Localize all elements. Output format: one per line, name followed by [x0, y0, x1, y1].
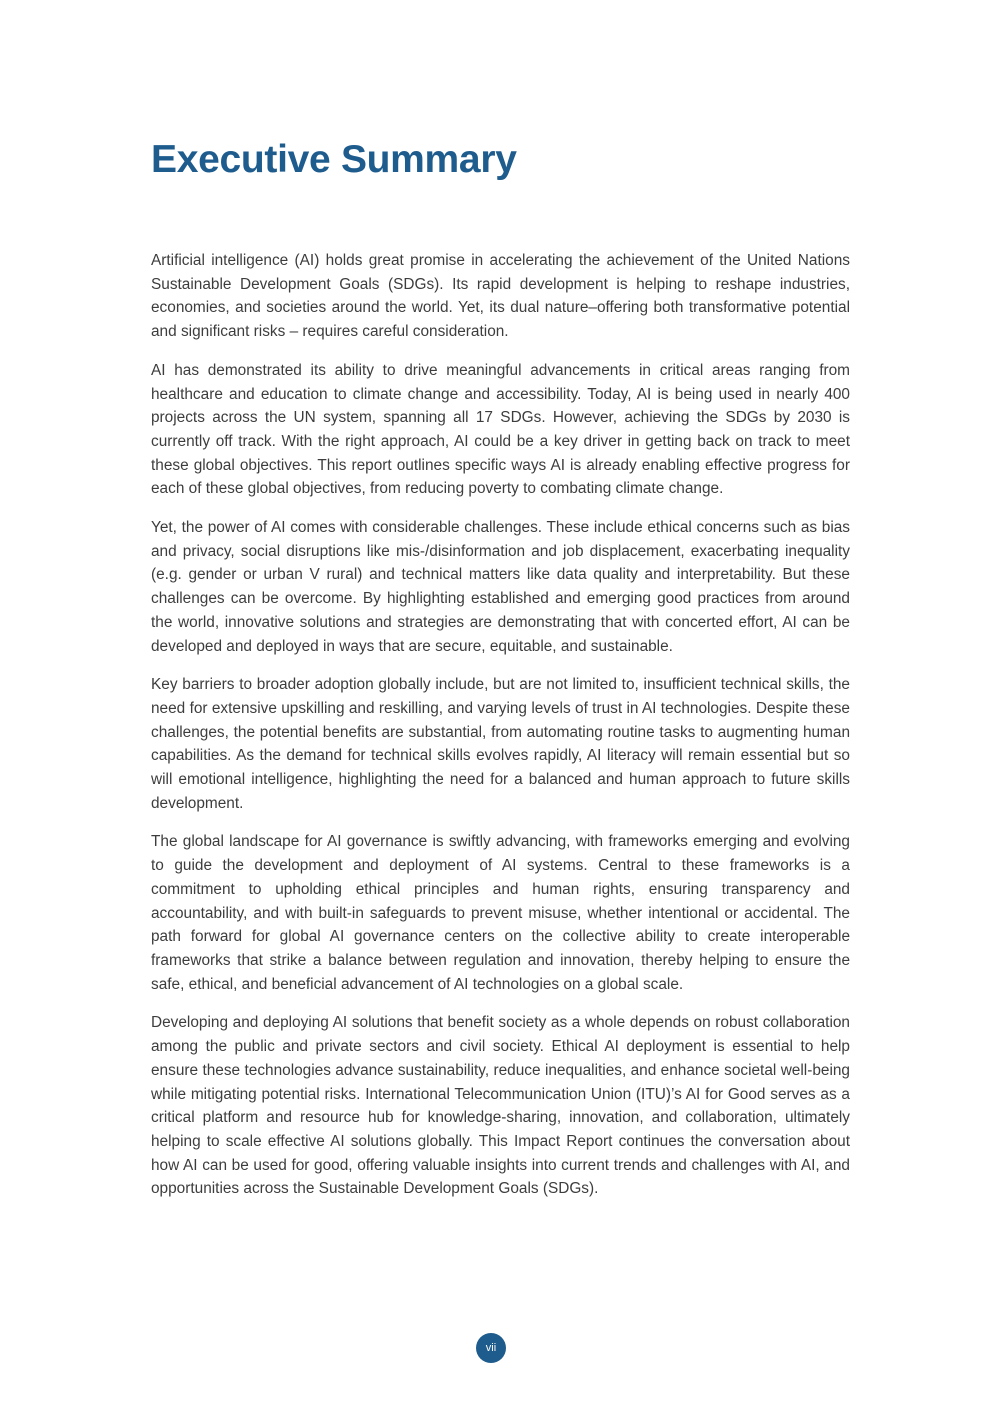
- paragraph: The global landscape for AI governance is swiftly advancing, with frameworks emerging and evolving to guide the development and deployment of AI systems. Central to these frameworks is a commitment to upholding ethical principles and human rights, ensuring transparency and accountability, and with built-in safeguards to prevent misuse, whether intentional or accidental. The path forward for global AI governance centers on the collective ability to create interoperable frameworks that strike a balance between regulation and innovation, thereby helping to ensure the safe, ethical, and beneficial advancement of AI technologies on a global scale.: [151, 833, 850, 993]
- paragraph: Yet, the power of AI comes with considerable challenges. These include ethical concerns such as bias and privacy, social disruptions like mis-/disinformation and job displacement, exacerbating inequality (e.g. gender or urban V rural) and technical matters like data quality and interpretability. But these challenges can be overcome. By highlighting established and emerging good practices from around the world, innovative solutions and strategies are demonstrating that with concerted effort, AI can be developed and deployed in ways that are secure, equitable, and sustainable.: [151, 519, 850, 655]
- paragraph: Artificial intelligence (AI) holds great promise in accelerating the achievement of the United Nations Sustainable Development Goals (SDGs). Its rapid development is helping to reshape industries, economies, and societies around the world. Yet, its dual nature–offering both transformative potential and significant risks – requires careful consideration.: [151, 252, 850, 341]
- page-number-badge: vii: [476, 1333, 506, 1363]
- body-text: [151, 249, 850, 1216]
- paragraph: Key barriers to broader adoption globally include, but are not limited to, insufficient technical skills, the need for extensive upskilling and reskilling, and varying levels of trust in AI technologies. Despite these challenges, the potential benefits are substantial, from automating routine tasks to augmenting human capabilities. As the demand for technical skills evolves rapidly, AI literacy will remain essential but so will emotional intelligence, highlighting the need for a balanced and human approach to future skills development.: [151, 676, 850, 812]
- page-title: Executive Summary: [151, 138, 517, 181]
- paragraph: Developing and deploying AI solutions that benefit society as a whole depends on robust collaboration among the public and private sectors and civil society. Ethical AI deployment is essential to help ensure these technologies advance sustainability, reduce inequalities, and enhance societal well-being while mitigating potential risks. International Telecommunication Union (ITU)’s AI for Good serves as a critical platform and resource hub for knowledge-sharing, innovation, and collaboration, ultimately helping to scale effective AI solutions globally. This Impact Report continues the conversation about how AI can be used for good, offering valuable insights into current trends and challenges with AI, and opportunities across the Sustainable Development Goals (SDGs).: [151, 1014, 850, 1198]
- paragraph: AI has demonstrated its ability to drive meaningful advancements in critical areas ranging from healthcare and education to climate change and accessibility. Today, AI is being used in nearly 400 projects across the UN system, spanning all 17 SDGs. However, achieving the SDGs by 2030 is currently off track. With the right approach, AI could be a key driver in getting back on track to meet these global objectives. This report outlines specific ways AI is already enabling effective progress for each of these global objectives, from reducing poverty to combating climate change.: [151, 361, 850, 498]
